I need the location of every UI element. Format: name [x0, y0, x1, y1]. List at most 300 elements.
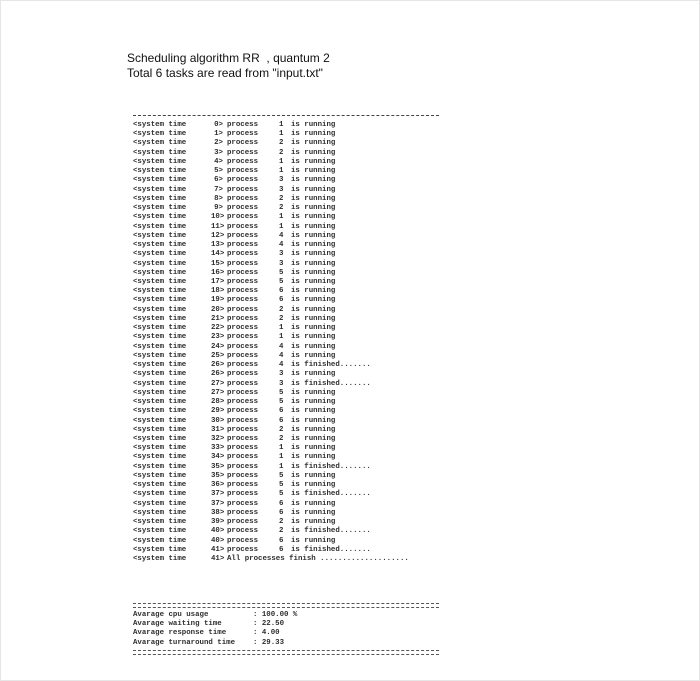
log-row	[133, 250, 441, 259]
log-process-word: process	[227, 398, 259, 407]
log-process-id: 6	[279, 499, 284, 508]
log-status: is running	[291, 185, 336, 194]
log-prefix: <system time	[133, 268, 187, 277]
summary-label: Avarage cpu usage	[133, 611, 209, 619]
log-status: is running	[291, 157, 336, 166]
double-rule	[133, 650, 439, 655]
log-process-word: process	[227, 213, 259, 222]
log-status: is running	[291, 499, 336, 508]
log-prefix: <system time	[133, 462, 187, 471]
log-row	[133, 463, 441, 472]
log-time: 4>	[214, 157, 223, 166]
log-process-id: 6	[279, 296, 284, 305]
log-process-word: process	[227, 157, 259, 166]
log-process-id: 4	[279, 351, 284, 360]
log-row	[133, 490, 441, 499]
log-status: is running	[291, 259, 336, 268]
log-row	[133, 500, 441, 509]
log-prefix: <system time	[133, 490, 187, 499]
log-process-id: 1	[279, 324, 284, 333]
log-process-id: 2	[279, 434, 284, 443]
log-row	[133, 176, 441, 185]
log-process-id: 4	[279, 361, 284, 370]
log-prefix: <system time	[133, 194, 187, 203]
log-prefix: <system time	[133, 388, 187, 397]
log-process-word: process	[227, 434, 259, 443]
log-time: 14>	[211, 250, 225, 259]
log-time: 41>	[211, 555, 225, 564]
log-time: 30>	[211, 416, 225, 425]
log-time: 25>	[211, 351, 225, 360]
log-process-word: process	[227, 130, 259, 139]
log-row	[133, 333, 441, 342]
log-status: is running	[291, 351, 336, 360]
log-process-id: 1	[279, 167, 284, 176]
summary-value: : 29.33	[253, 638, 285, 647]
log-process-word: process	[227, 536, 259, 545]
log-process-id: 2	[279, 204, 284, 213]
log-final-row	[133, 555, 441, 564]
log-process-id: 4	[279, 342, 284, 351]
log-process-word: process	[227, 416, 259, 425]
log-row	[133, 509, 441, 518]
log-prefix: <system time	[133, 157, 187, 166]
log-prefix: <system time	[133, 148, 187, 157]
log-prefix: <system time	[133, 518, 187, 527]
log-process-id: 5	[279, 481, 284, 490]
log-process-word: process	[227, 518, 259, 527]
log-process-word: process	[227, 342, 259, 351]
log-time: 41>	[211, 545, 225, 554]
log-prefix: <system time	[133, 333, 187, 342]
log-status: is running	[291, 130, 336, 139]
log-prefix: <system time	[133, 305, 187, 314]
log-process-id: 5	[279, 388, 284, 397]
log-time: 8>	[214, 194, 223, 203]
log-process-word: process	[227, 527, 259, 536]
log-process-word: process	[227, 490, 259, 499]
summary-label: Avarage waiting time	[133, 620, 222, 629]
log-process-word: process	[227, 176, 259, 185]
log-status: is running	[291, 121, 336, 129]
log-status: is running	[291, 204, 336, 213]
log-status: is running	[291, 213, 336, 222]
log-time: 39>	[211, 518, 225, 527]
log-row	[133, 472, 441, 481]
log-process-word: process	[227, 296, 259, 305]
log-time: 2>	[214, 139, 223, 148]
log-status: is running	[291, 508, 336, 517]
log-prefix: <system time	[133, 185, 187, 194]
log-prefix: <system time	[133, 167, 187, 176]
log-process-word: process	[227, 250, 259, 259]
log-process-id: 1	[279, 130, 284, 139]
summary-block	[133, 601, 441, 658]
log-status: is running	[291, 268, 336, 277]
log-status: is running	[291, 416, 336, 425]
log-prefix: <system time	[133, 555, 187, 564]
log-time: 18>	[211, 287, 225, 296]
log-process-id: 3	[279, 379, 284, 388]
log-process-word: process	[227, 379, 259, 388]
log-prefix: <system time	[133, 370, 187, 379]
log-process-id: 6	[279, 407, 284, 416]
log-process-id: 3	[279, 370, 284, 379]
log-status: is running	[291, 250, 336, 259]
log-time: 12>	[211, 231, 225, 240]
log-row	[133, 546, 441, 555]
log-row	[133, 278, 441, 287]
log-status: is finished.......	[291, 462, 371, 471]
log-process-id: 6	[279, 287, 284, 296]
log-process-word: process	[227, 351, 259, 360]
dashed-rule	[133, 115, 439, 117]
log-time: 10>	[211, 213, 225, 222]
log-process-id: 4	[279, 231, 284, 240]
log-status: is running	[291, 305, 336, 314]
log-row	[133, 241, 441, 250]
log-process-id: 6	[279, 536, 284, 545]
log-status: is running	[291, 296, 336, 305]
log-process-id: 3	[279, 176, 284, 185]
log-time: 26>	[211, 361, 225, 370]
log-prefix: <system time	[133, 545, 187, 554]
log-prefix: <system time	[133, 416, 187, 425]
log-time: 40>	[211, 536, 225, 545]
log-time: 37>	[211, 499, 225, 508]
log-final-text: All processes finish ....................	[227, 555, 409, 564]
summary-label: Avarage response time	[133, 629, 227, 638]
log-process-word: process	[227, 287, 259, 296]
heading-line-2: Total 6 tasks are read from "input.txt"	[127, 66, 323, 80]
summary-rows	[133, 611, 441, 648]
log-row	[133, 398, 441, 407]
log-process-id: 1	[279, 222, 284, 231]
log-status: is running	[291, 167, 336, 176]
log-row	[133, 444, 441, 453]
log-row	[133, 324, 441, 333]
log-row	[133, 527, 441, 536]
log-status: is running	[291, 139, 336, 148]
log-process-word: process	[227, 268, 259, 277]
log-status: is running	[291, 425, 336, 434]
log-process-word: process	[227, 194, 259, 203]
log-row	[133, 343, 441, 352]
log-process-id: 2	[279, 148, 284, 157]
log-process-id: 1	[279, 462, 284, 471]
log-prefix: <system time	[133, 241, 187, 250]
log-process-word: process	[227, 148, 259, 157]
log-time: 36>	[211, 481, 225, 490]
log-row	[133, 407, 441, 416]
log-process-id: 2	[279, 527, 284, 536]
log-row	[133, 518, 441, 527]
log-prefix: <system time	[133, 444, 187, 453]
log-status: is running	[291, 434, 336, 443]
log-status: is running	[291, 231, 336, 240]
log-process-id: 2	[279, 305, 284, 314]
log-prefix: <system time	[133, 296, 187, 305]
log-process-id: 3	[279, 250, 284, 259]
log-row	[133, 223, 441, 232]
log-process-id: 2	[279, 425, 284, 434]
log-row	[133, 213, 441, 222]
log-process-word: process	[227, 314, 259, 323]
log-time: 29>	[211, 407, 225, 416]
log-prefix: <system time	[133, 434, 187, 443]
log-status: is running	[291, 333, 336, 342]
log-prefix: <system time	[133, 342, 187, 351]
log-process-id: 2	[279, 194, 284, 203]
log-row	[133, 315, 441, 324]
log-row	[133, 287, 441, 296]
log-row	[133, 195, 441, 204]
log-row	[133, 306, 441, 315]
log-process-word: process	[227, 453, 259, 462]
log-process-word: process	[227, 545, 259, 554]
log-process-id: 1	[279, 444, 284, 453]
log-process-word: process	[227, 277, 259, 286]
log-status: is running	[291, 241, 336, 250]
log-status: is running	[291, 518, 336, 527]
log-row	[133, 121, 441, 130]
log-status: is running	[291, 370, 336, 379]
log-time: 17>	[211, 277, 225, 286]
log-process-id: 2	[279, 518, 284, 527]
log-process-id: 1	[279, 453, 284, 462]
log-process-word: process	[227, 508, 259, 517]
log-prefix: <system time	[133, 139, 187, 148]
log-status: is running	[291, 176, 336, 185]
summary-row	[133, 629, 441, 638]
log-row	[133, 260, 441, 269]
log-status: is finished.......	[291, 545, 371, 554]
log-status: is running	[291, 481, 336, 490]
log-status: is running	[291, 324, 336, 333]
log-prefix: <system time	[133, 361, 187, 370]
log-time: 28>	[211, 398, 225, 407]
summary-value: : 100.00 %	[253, 611, 298, 619]
log-row	[133, 158, 441, 167]
summary-label: Avarage turnaround time	[133, 638, 236, 647]
summary-value: : 22.50	[253, 620, 285, 629]
log-process-id: 5	[279, 277, 284, 286]
log-process-word: process	[227, 324, 259, 333]
console-log	[133, 115, 441, 564]
log-time: 13>	[211, 241, 225, 250]
log-status: is running	[291, 148, 336, 157]
log-time: 38>	[211, 508, 225, 517]
log-status: is running	[291, 407, 336, 416]
log-process-id: 6	[279, 545, 284, 554]
log-status: is running	[291, 222, 336, 231]
log-time: 26>	[211, 370, 225, 379]
log-status: is running	[291, 453, 336, 462]
log-time: 34>	[211, 453, 225, 462]
log-process-word: process	[227, 241, 259, 250]
log-row	[133, 380, 441, 389]
log-prefix: <system time	[133, 250, 187, 259]
log-process-word: process	[227, 204, 259, 213]
log-prefix: <system time	[133, 213, 187, 222]
log-time: 19>	[211, 296, 225, 305]
log-row	[133, 426, 441, 435]
log-process-word: process	[227, 370, 259, 379]
log-row	[133, 361, 441, 370]
log-process-word: process	[227, 499, 259, 508]
log-process-word: process	[227, 167, 259, 176]
log-row	[133, 186, 441, 195]
log-time: 6>	[214, 176, 223, 185]
log-process-id: 3	[279, 259, 284, 268]
log-prefix: <system time	[133, 130, 187, 139]
log-time: 37>	[211, 490, 225, 499]
log-row	[133, 149, 441, 158]
log-process-id: 2	[279, 139, 284, 148]
log-row	[133, 453, 441, 462]
log-prefix: <system time	[133, 287, 187, 296]
log-prefix: <system time	[133, 314, 187, 323]
log-process-word: process	[227, 407, 259, 416]
log-time: 24>	[211, 342, 225, 351]
log-row	[133, 370, 441, 379]
log-time: 27>	[211, 388, 225, 397]
log-status: is running	[291, 342, 336, 351]
log-prefix: <system time	[133, 499, 187, 508]
summary-row	[133, 620, 441, 629]
log-process-id: 1	[279, 333, 284, 342]
log-row	[133, 352, 441, 361]
log-time: 21>	[211, 314, 225, 323]
log-process-word: process	[227, 481, 259, 490]
log-process-id: 5	[279, 398, 284, 407]
log-process-word: process	[227, 305, 259, 314]
log-prefix: <system time	[133, 481, 187, 490]
log-process-id: 1	[279, 213, 284, 222]
log-process-id: 1	[279, 121, 284, 129]
log-prefix: <system time	[133, 379, 187, 388]
log-status: is finished.......	[291, 361, 371, 370]
log-status: is running	[291, 444, 336, 453]
summary-row	[133, 639, 441, 648]
log-prefix: <system time	[133, 351, 187, 360]
log-time: 40>	[211, 527, 225, 536]
log-prefix: <system time	[133, 121, 187, 129]
log-row	[133, 167, 441, 176]
log-row	[133, 389, 441, 398]
log-row	[133, 296, 441, 305]
log-status: is finished.......	[291, 527, 371, 536]
log-row	[133, 417, 441, 426]
log-time: 5>	[214, 167, 223, 176]
log-prefix: <system time	[133, 222, 187, 231]
log-status: is finished.......	[291, 379, 371, 388]
log-row	[133, 481, 441, 490]
log-prefix: <system time	[133, 176, 187, 185]
log-process-word: process	[227, 259, 259, 268]
log-process-id: 5	[279, 490, 284, 499]
log-prefix: <system time	[133, 527, 187, 536]
log-time: 20>	[211, 305, 225, 314]
log-process-id: 2	[279, 314, 284, 323]
log-status: is running	[291, 536, 336, 545]
log-prefix: <system time	[133, 204, 187, 213]
log-status: is finished.......	[291, 490, 371, 499]
log-prefix: <system time	[133, 324, 187, 333]
log-time: 15>	[211, 259, 225, 268]
log-process-word: process	[227, 121, 259, 129]
log-status: is running	[291, 287, 336, 296]
log-time: 27>	[211, 379, 225, 388]
log-row	[133, 537, 441, 546]
log-time: 35>	[211, 462, 225, 471]
log-time: 32>	[211, 434, 225, 443]
log-prefix: <system time	[133, 407, 187, 416]
log-process-id: 5	[279, 471, 284, 480]
log-process-word: process	[227, 444, 259, 453]
log-time: 0>	[214, 121, 223, 129]
log-process-id: 3	[279, 185, 284, 194]
log-process-word: process	[227, 361, 259, 370]
log-time: 1>	[214, 130, 223, 139]
log-row	[133, 139, 441, 148]
log-row	[133, 269, 441, 278]
log-rows	[133, 121, 441, 555]
log-time: 16>	[211, 268, 225, 277]
log-process-word: process	[227, 462, 259, 471]
double-rule	[133, 603, 439, 608]
log-prefix: <system time	[133, 398, 187, 407]
log-process-word: process	[227, 231, 259, 240]
log-status: is running	[291, 388, 336, 397]
log-time: 9>	[214, 204, 223, 213]
summary-row	[133, 611, 441, 620]
log-time: 31>	[211, 425, 225, 434]
log-prefix: <system time	[133, 259, 187, 268]
log-process-id: 6	[279, 416, 284, 425]
log-process-id: 1	[279, 157, 284, 166]
log-prefix: <system time	[133, 453, 187, 462]
log-prefix: <system time	[133, 471, 187, 480]
log-time: 3>	[214, 148, 223, 157]
log-status: is running	[291, 194, 336, 203]
log-process-id: 4	[279, 241, 284, 250]
log-time: 35>	[211, 471, 225, 480]
log-row	[133, 130, 441, 139]
log-prefix: <system time	[133, 277, 187, 286]
log-row	[133, 232, 441, 241]
log-time: 7>	[214, 185, 223, 194]
log-process-word: process	[227, 471, 259, 480]
log-process-word: process	[227, 333, 259, 342]
log-prefix: <system time	[133, 425, 187, 434]
log-prefix: <system time	[133, 508, 187, 517]
log-status: is running	[291, 471, 336, 480]
log-process-id: 6	[279, 508, 284, 517]
log-prefix: <system time	[133, 536, 187, 545]
log-time: 33>	[211, 444, 225, 453]
log-process-word: process	[227, 388, 259, 397]
log-status: is running	[291, 277, 336, 286]
log-process-word: process	[227, 139, 259, 148]
log-process-word: process	[227, 222, 259, 231]
log-process-id: 5	[279, 268, 284, 277]
log-row	[133, 435, 441, 444]
log-time: 11>	[211, 222, 225, 231]
log-prefix: <system time	[133, 231, 187, 240]
summary-value: : 4.00	[253, 629, 280, 638]
log-status: is running	[291, 398, 336, 407]
